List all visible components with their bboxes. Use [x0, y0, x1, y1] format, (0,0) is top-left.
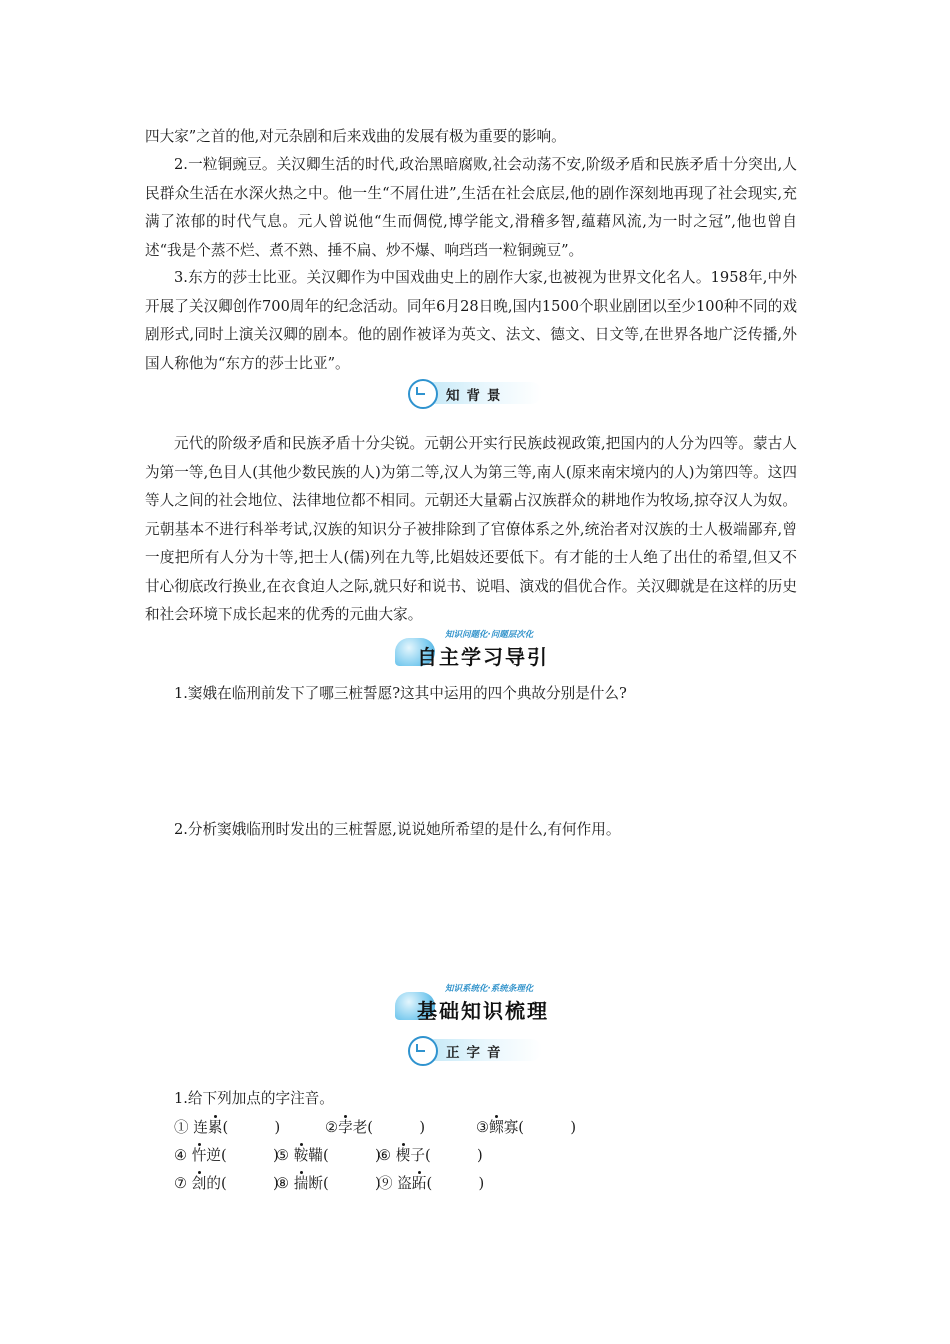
- pinyin-item-1: ① 连累( ): [174, 1116, 280, 1140]
- dotted-char: 鞍: [294, 1144, 309, 1168]
- badge-label: 正字音: [446, 1045, 508, 1061]
- question-1: 1.窦娥在临刑前发下了哪三桩誓愿?这其中运用的四个典故分别是什么?: [174, 685, 627, 702]
- section-header-self-study: [395, 628, 565, 672]
- clock-icon: [408, 379, 438, 409]
- pinyin-item-3: ③鳏寡( ): [476, 1116, 576, 1140]
- pinyin-item-6: ⑥ 楔子( ): [378, 1144, 483, 1168]
- pinyin-item-2: ②孛老( ): [325, 1116, 425, 1140]
- dotted-char: 楔: [396, 1144, 411, 1168]
- pinyin-item-4: ④ 忤逆( ): [174, 1144, 279, 1168]
- dotted-char: 累: [208, 1116, 223, 1140]
- badge-label: 知背景: [446, 388, 508, 404]
- pinyin-item-7: ⑦ 刽的( ): [174, 1172, 279, 1196]
- dotted-char: 忤: [192, 1144, 207, 1168]
- pinyin-item-8: ⑧ 揣断( ): [276, 1172, 381, 1196]
- pinyin-item-9: ⑨ 盗跖( ): [378, 1172, 484, 1196]
- dotted-char: 孛: [338, 1116, 353, 1140]
- dotted-char: 刽: [192, 1172, 207, 1196]
- exercise-intro: 1.给下列加点的字注音。: [174, 1090, 334, 1107]
- section-tagline: 知识系统化·系统条理化: [445, 984, 534, 994]
- section-tagline: 知识问题化·问题层次化: [445, 630, 534, 640]
- paragraph-copper-pea: 2.一粒铜豌豆。关汉卿生活的时代,政治黑暗腐败,社会动荡不安,阶级矛盾和民族矛盾十分突出,人民群众生活在水深火热之中。他一生“不屑仕进”,生活在社会底层,他的剧作深刻地再现了社会现实,充满了浓郁的时代气息。元人曾说他“生而倜傥,博学能文,滑稽多智,蕴藉风流,为一时之冠”,他也曾自述“我是个蒸不烂、煮不熟、捶不扁、炒不爆、响珰珰一粒铜豌豆”。: [145, 156, 797, 259]
- section-header-basics: [395, 982, 565, 1026]
- clock-icon: [408, 1036, 438, 1066]
- dotted-char: 鳏: [489, 1116, 504, 1140]
- paragraph-background: 元代的阶级矛盾和民族矛盾十分尖锐。元朝公开实行民族歧视政策,把国内的人分为四等。蒙古人为第一等,色目人(其他少数民族的人)为第二等,汉人为第三等,南人(原来南宋境内的人)为第四等。这四等人之间的社会地位、法律地位都不相同。元朝还大量霸占汉族群众的耕地作为牧场,掠夺汉人为奴。元朝基本不进行科举考试,汉族的知识分子被排除到了官僚体系之外,统治者对汉族的士人极端鄙弃,曾一度把所有人分为十等,把士人(儒)列在九等,比娼妓还要低下。有才能的士人绝了出仕的希望,但又不甘心彻底改行换业,在衣食迫人之际,就只好和说书、说唱、演戏的倡优合作。关汉卿就是在这样的历史和社会环境下成长起来的优秀的元曲大家。: [145, 435, 797, 623]
- dotted-char: 揣: [294, 1172, 309, 1196]
- dotted-char: 跖: [412, 1172, 427, 1196]
- badge-zhi-bei-jing: [408, 379, 540, 407]
- pinyin-item-5: ⑤ 鞍鞴( ): [276, 1144, 381, 1168]
- paragraph-eastern-shakespeare: 3.东方的莎士比亚。关汉卿作为中国戏曲史上的剧作大家,也被视为世界文化名人。1958年,中外开展了关汉卿创作700周年的纪念活动。同年6月28日晚,国内1500个职业剧团以至少100种不同的戏剧形式,同时上演关汉卿的剧本。他的剧作被译为英文、法文、德文、日文等,在世界各地广泛传播,外国人称他为“东方的莎士比亚”。: [145, 269, 797, 372]
- paragraph-continuation: 四大家”之首的他,对元杂剧和后来戏曲的发展有极为重要的影响。: [145, 128, 566, 145]
- section-title: 基础知识梳理: [417, 999, 549, 1023]
- badge-zheng-zi-yin: [408, 1036, 540, 1064]
- section-title: 自主学习导引: [417, 645, 549, 669]
- question-2: 2.分析窦娥临刑时发出的三桩誓愿,说说她所希望的是什么,有何作用。: [174, 821, 621, 838]
